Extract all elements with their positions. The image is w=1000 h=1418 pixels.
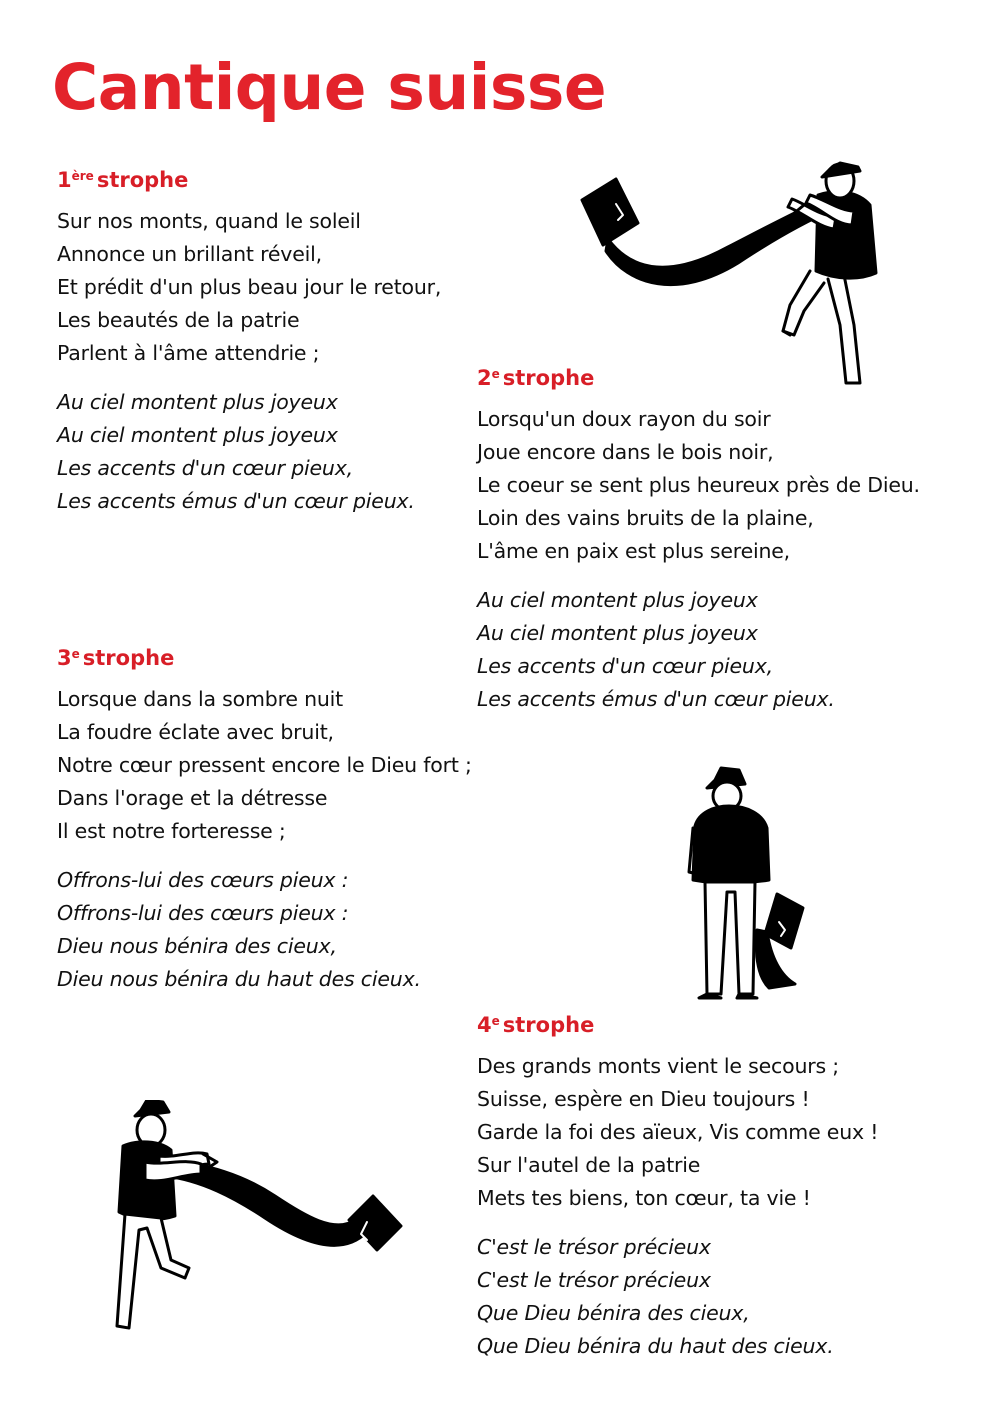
- stanza-word: strophe: [82, 646, 175, 670]
- stanza-ordinal: ère: [71, 169, 94, 183]
- alphorn-player-standing-back-icon: [685, 762, 810, 1004]
- stanza-number: 3: [57, 646, 72, 670]
- verse-line: Des grands monts vient le secours ;: [477, 1054, 839, 1078]
- verse-line: Lorsqu'un doux rayon du soir: [477, 407, 771, 431]
- stanza-4: [477, 1012, 878, 1363]
- refrain-line: Offrons-lui des cœurs pieux :: [57, 901, 349, 925]
- stanza-heading: [57, 167, 441, 193]
- alphorn-player-facing-right-icon: [105, 1100, 405, 1342]
- verse-line: Joue encore dans le bois noir,: [477, 440, 774, 464]
- verse-line: Notre cœur pressent encore le Dieu fort ;: [57, 753, 472, 777]
- refrain-line: Au ciel montent plus joyeux: [57, 390, 338, 414]
- verse-line: Le coeur se sent plus heureux près de Dieu.: [477, 473, 920, 497]
- stanza-ordinal: e: [491, 367, 500, 381]
- verse-block: [477, 403, 920, 568]
- page-title: Cantique suisse: [52, 51, 607, 124]
- verse-line: Garde la foi des aïeux, Vis comme eux !: [477, 1120, 879, 1144]
- refrain-line: Au ciel montent plus joyeux: [57, 423, 338, 447]
- stanza-heading: [57, 645, 472, 671]
- verse-line: Dans l'orage et la détresse: [57, 786, 328, 810]
- stanza-word: strophe: [502, 366, 595, 390]
- verse-line: Il est notre forteresse ;: [57, 819, 286, 843]
- refrain-line: Dieu nous bénira des cieux,: [57, 934, 337, 958]
- stanza-2: [477, 365, 920, 716]
- refrain-line: Que Dieu bénira des cieux,: [477, 1301, 750, 1325]
- verse-block: [57, 205, 441, 370]
- refrain-line: Les accents émus d'un cœur pieux.: [477, 687, 835, 711]
- refrain-line: C'est le trésor précieux: [477, 1235, 711, 1259]
- stanza-ordinal: e: [491, 1014, 500, 1028]
- verse-block: [477, 1050, 878, 1215]
- verse-line: Suisse, espère en Dieu toujours !: [477, 1087, 810, 1111]
- verse-block: [57, 683, 472, 848]
- refrain-line: Offrons-lui des cœurs pieux :: [57, 868, 349, 892]
- verse-line: Lorsque dans la sombre nuit: [57, 687, 344, 711]
- refrain-line: Au ciel montent plus joyeux: [477, 621, 758, 645]
- refrain-line: Les accents d'un cœur pieux,: [57, 456, 353, 480]
- refrain-line: C'est le trésor précieux: [477, 1268, 711, 1292]
- refrain-block: [57, 864, 472, 996]
- verse-line: Sur nos monts, quand le soleil: [57, 209, 361, 233]
- refrain-line: Les accents d'un cœur pieux,: [477, 654, 773, 678]
- refrain-block: [57, 386, 441, 518]
- refrain-line: Au ciel montent plus joyeux: [477, 588, 758, 612]
- verse-line: La foudre éclate avec bruit,: [57, 720, 334, 744]
- verse-line: Annonce un brillant réveil,: [57, 242, 322, 266]
- stanza-number: 1: [57, 168, 72, 192]
- verse-line: Mets tes biens, ton cœur, ta vie !: [477, 1186, 811, 1210]
- refrain-line: Les accents émus d'un cœur pieux.: [57, 489, 415, 513]
- verse-line: Et prédit d'un plus beau jour le retour,: [57, 275, 442, 299]
- alphorn-player-facing-left-icon: [578, 155, 893, 387]
- verse-line: L'âme en paix est plus sereine,: [477, 539, 791, 563]
- verse-line: Sur l'autel de la patrie: [477, 1153, 701, 1177]
- stanza-ordinal: e: [71, 647, 80, 661]
- stanza-word: strophe: [96, 168, 189, 192]
- stanza-3: [57, 645, 472, 996]
- refrain-block: [477, 1231, 878, 1363]
- stanza-heading: [477, 1012, 878, 1038]
- verse-line: Les beautés de la patrie: [57, 308, 300, 332]
- refrain-line: Que Dieu bénira du haut des cieux.: [477, 1334, 834, 1358]
- stanza-number: 2: [477, 366, 492, 390]
- refrain-block: [477, 584, 920, 716]
- refrain-line: Dieu nous bénira du haut des cieux.: [57, 967, 421, 991]
- stanza-number: 4: [477, 1013, 492, 1037]
- stanza-word: strophe: [502, 1013, 595, 1037]
- stanza-1: [57, 167, 441, 518]
- verse-line: Parlent à l'âme attendrie ;: [57, 341, 320, 365]
- verse-line: Loin des vains bruits de la plaine,: [477, 506, 814, 530]
